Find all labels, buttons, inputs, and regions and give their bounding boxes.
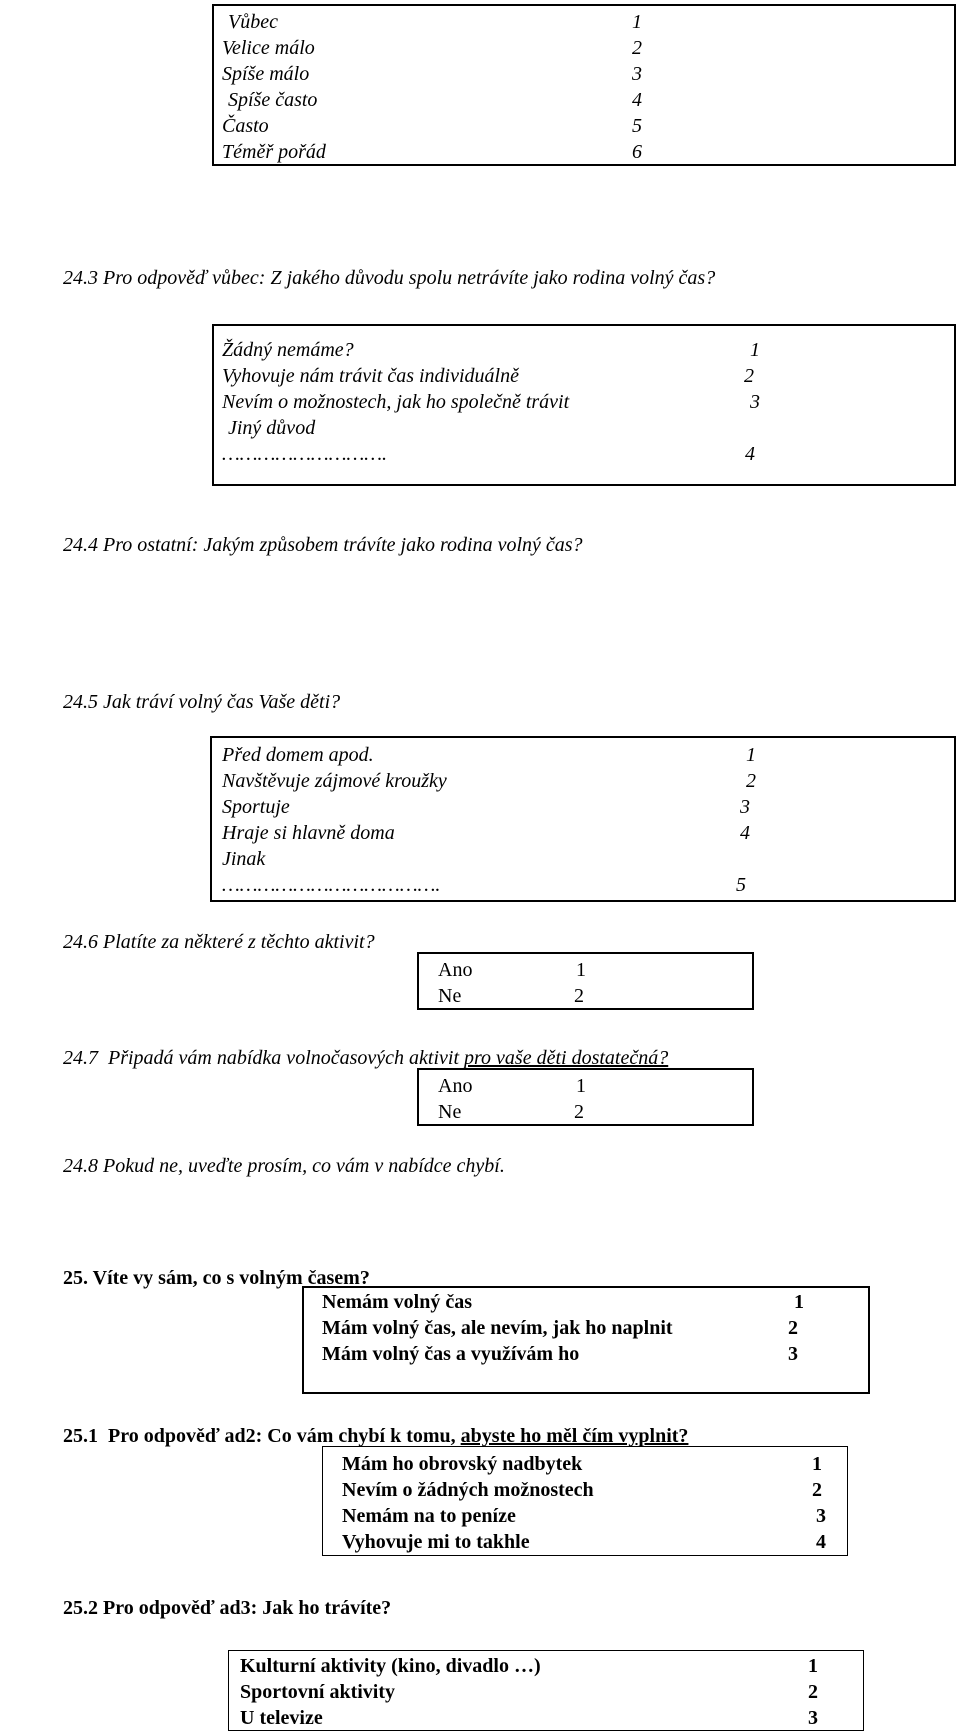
option-code: 1 [750, 339, 760, 361]
option-label: Před domem apod. [222, 744, 374, 766]
option-code: 1 [632, 11, 642, 33]
option-label: Ne [438, 1101, 462, 1123]
option-label: ………………………………. [222, 874, 441, 896]
question-text: 25.1 Pro odpověď ad2: Co vám chybí k tomu, [63, 1425, 461, 1447]
question-text-underlined: pro vaše děti dostatečná? [464, 1047, 669, 1069]
option-code: 2 [808, 1681, 818, 1703]
option-code: 2 [746, 770, 756, 792]
question-24-3: 24.3 Pro odpověď vůbec: Z jakého důvodu spolu netrávíte jako rodina volný čas? [63, 267, 716, 289]
option-label: Sportovní aktivity [240, 1681, 396, 1703]
option-code: 2 [812, 1479, 822, 1501]
option-label: Vyhovuje nám trávit čas individuálně [222, 365, 519, 387]
option-code: 4 [745, 443, 755, 465]
question-24-8: 24.8 Pokud ne, uveďte prosím, co vám v nabídce chybí. [63, 1155, 505, 1177]
option-label: Navštěvuje zájmové kroužky [222, 770, 447, 792]
question-24-6: 24.6 Platíte za některé z těchto aktivit? [63, 931, 375, 953]
option-label: Nemám volný čas [322, 1291, 472, 1313]
option-label: Spíše málo [222, 63, 310, 85]
option-label: Mám volný čas, ale nevím, jak ho naplnit [322, 1317, 673, 1339]
option-label: Jinak [222, 848, 266, 870]
option-label: ………………………. [222, 443, 388, 465]
option-label: Nevím o možnostech, jak ho společně trávit [222, 391, 570, 413]
option-label: Mám volný čas a využívám ho [322, 1343, 580, 1365]
option-label: Ano [438, 959, 473, 981]
question-24-5: 24.5 Jak tráví volný čas Vaše děti? [63, 691, 341, 713]
question-25-1 [63, 1426, 688, 1446]
option-code: 3 [816, 1505, 826, 1527]
option-code: 1 [576, 959, 586, 981]
option-label: Spíše často [228, 89, 318, 111]
option-code: 4 [816, 1531, 826, 1553]
question-25: 25. Víte vy sám, co s volným časem? [63, 1267, 370, 1289]
question-25-2: 25.2 Pro odpověď ad3: Jak ho trávíte? [63, 1597, 392, 1619]
option-label: Nevím o žádných možnostech [342, 1479, 594, 1501]
question-text: 24.7 Připadá vám nabídka volnočasových aktivit [63, 1047, 465, 1069]
option-code: 5 [736, 874, 746, 896]
option-code: 3 [808, 1707, 818, 1729]
option-code: 1 [794, 1291, 804, 1313]
option-code: 2 [574, 1101, 584, 1123]
option-code: 4 [632, 89, 642, 111]
option-label: Velice málo [222, 37, 315, 59]
option-label: Ano [438, 1075, 473, 1097]
option-code: 2 [744, 365, 754, 387]
option-code: 4 [740, 822, 750, 844]
option-label: Často [222, 115, 269, 137]
option-code: 1 [746, 744, 756, 766]
question-24-4: 24.4 Pro ostatní: Jakým způsobem trávíte jako rodina volný čas? [63, 534, 583, 556]
option-label: Ne [438, 985, 462, 1007]
question-24-7 [63, 1048, 668, 1068]
option-label: Vyhovuje mi to takhle [342, 1531, 530, 1553]
option-code: 1 [576, 1075, 586, 1097]
option-label: Žádný nemáme? [222, 339, 354, 361]
option-label: Nemám na to peníze [342, 1505, 516, 1527]
option-code: 3 [788, 1343, 798, 1365]
question-text-underlined: abyste ho měl čím vyplnit? [460, 1425, 689, 1447]
option-label: Téměř pořád [222, 141, 326, 163]
option-code: 5 [632, 115, 642, 137]
option-label: Hraje si hlavně doma [222, 822, 395, 844]
option-label: Kulturní aktivity (kino, divadlo …) [240, 1655, 541, 1677]
option-code: 3 [632, 63, 642, 85]
option-label: Vůbec [228, 11, 278, 33]
option-code: 2 [574, 985, 584, 1007]
option-code: 2 [788, 1317, 798, 1339]
option-code: 3 [740, 796, 750, 818]
option-code: 1 [812, 1453, 822, 1475]
option-code: 6 [632, 141, 642, 163]
option-code: 3 [750, 391, 760, 413]
option-label: Mám ho obrovský nadbytek [342, 1453, 583, 1475]
option-code: 2 [632, 37, 642, 59]
option-label: U televize [240, 1707, 323, 1729]
option-label: Jiný důvod [228, 417, 316, 439]
option-label: Sportuje [222, 796, 290, 818]
option-code: 1 [808, 1655, 818, 1677]
